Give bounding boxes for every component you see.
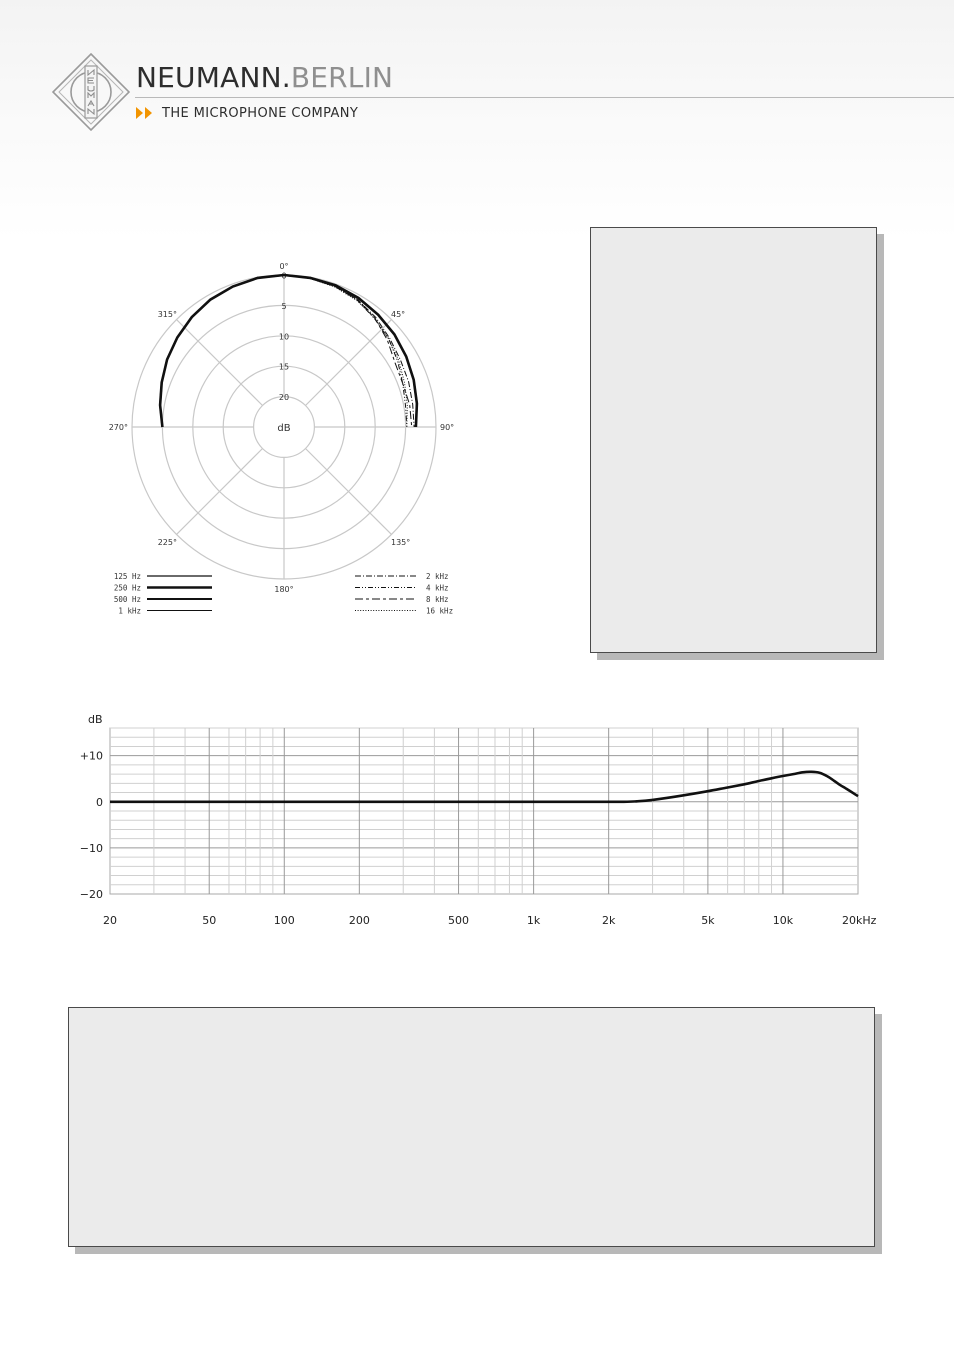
polar-legend-label: 500 Hz [113,595,141,604]
polar-legend-label: 250 Hz [113,583,141,593]
polar-ring-label: 5 [281,301,287,311]
tagline [136,104,358,122]
x-tick-label: 100 [273,914,295,927]
polar-spoke [305,320,391,406]
polar-ring-label: 0 [281,271,287,281]
polar-curve [284,275,407,427]
polar-angle-label: 135° [391,538,411,547]
polar-legend-label: 125 Hz [113,572,141,581]
x-tick-label: 20kHz [842,914,877,927]
x-tick-label: 5k [701,914,715,927]
polar-legend-label: 4 kHz [426,583,449,593]
tagline-text: THE MICROPHONE COMPANY [162,105,359,121]
polar-legend-label: 1 kHz [118,606,141,616]
x-tick-label: 50 [202,914,217,927]
polar-unit-label: dB [277,423,291,434]
polar-spoke [305,448,391,534]
x-tick-label: 10k [772,914,794,927]
polar-legend-label: 16 kHz [426,606,454,616]
polar-curve [157,275,287,427]
y-axis-label: dB [88,713,103,726]
x-tick-label: 500 [448,914,470,927]
polar-curve [157,275,287,427]
side-info-panel [590,227,877,653]
double-chevron-icon [136,107,153,119]
bottom-info-panel [68,1007,875,1247]
polar-angle-label: 90° [440,423,455,432]
polar-legend-label: 8 kHz [426,595,449,604]
x-tick-label: 1k [526,914,541,927]
y-tick-label: −10 [79,841,103,855]
polar-curve [284,275,407,427]
polar-legend-label: 2 kHz [426,572,449,581]
x-tick-label: 20 [103,914,117,927]
y-tick-label: −20 [79,888,103,901]
polar-ring-label: 20 [278,393,290,403]
polar-curve [284,275,412,427]
polar-pattern-chart [100,255,470,625]
neumann-diamond-logo [52,53,130,131]
polar-ring-label: 10 [278,332,290,342]
y-tick-label: +10 [79,749,103,763]
brand-main: NEUMANN. [136,61,291,94]
frequency-response-chart [75,705,885,937]
polar-angle-label: 180° [274,585,294,594]
polar-angle-label: 0° [279,262,289,271]
polar-angle-label: 45° [391,310,406,319]
polar-spoke [177,448,263,534]
header-rule [135,97,954,98]
polar-curve [157,275,287,427]
brand-name [136,62,393,94]
polar-angle-label: 225° [157,538,177,547]
x-tick-label: 2k [601,914,616,927]
polar-ring-label: 15 [278,362,290,372]
polar-angle-label: 270° [108,423,128,432]
brand-accent: BERLIN [290,61,394,94]
x-tick-label: 200 [348,914,370,927]
y-tick-label: 0 [96,795,103,809]
polar-spoke [177,320,263,406]
polar-angle-label: 315° [157,310,177,319]
